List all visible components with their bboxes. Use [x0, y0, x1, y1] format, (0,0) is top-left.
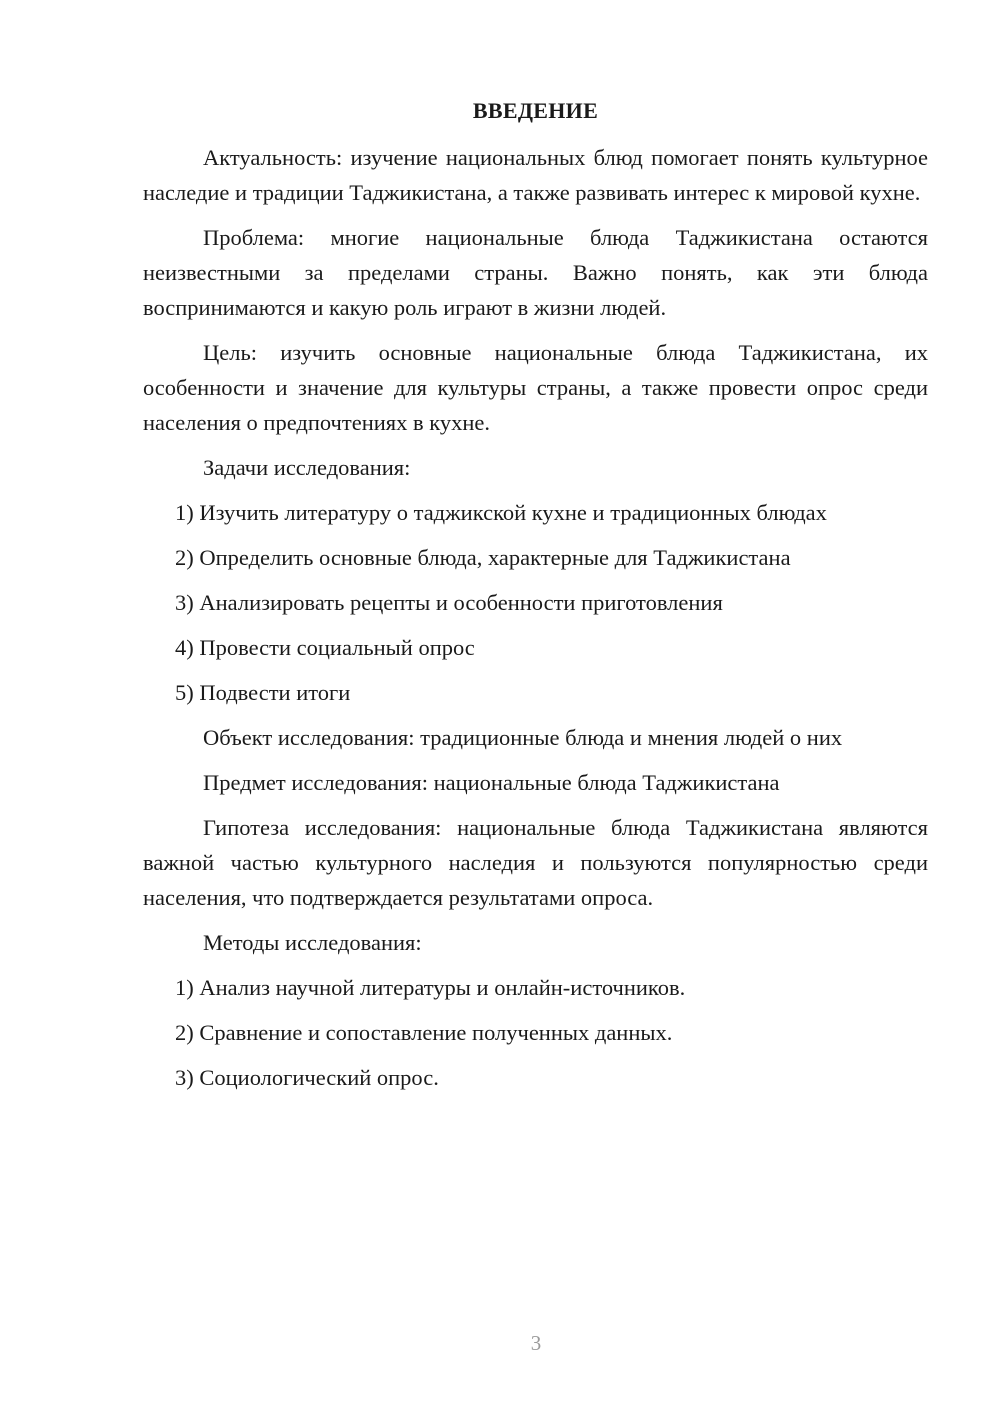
method-item: 1) Анализ научной литературы и онлайн-источников.	[175, 975, 686, 1000]
document-body	[143, 96, 928, 1105]
tasks-heading: Задачи исследования:	[203, 455, 411, 480]
method-item: 3) Социологический опрос.	[175, 1065, 439, 1090]
task-item: 2) Определить основные блюда, характерные для Таджикистана	[175, 545, 791, 570]
methods-heading: Методы исследования:	[203, 930, 422, 955]
page-number: 3	[530, 1331, 542, 1355]
goal-paragraph: Цель: изучить основные национальные блюда Таджикистана, их особенности и значение для культуры страны, а также провести опрос среди населения о предпочтениях в кухне.	[143, 340, 928, 435]
object-line: Объект исследования: традиционные блюда и мнения людей о них	[203, 725, 843, 750]
method-item: 2) Сравнение и сопоставление полученных данных.	[175, 1020, 673, 1045]
task-item: 3) Анализировать рецепты и особенности приготовления	[175, 590, 723, 615]
section-title: ВВЕДЕНИЕ	[472, 98, 599, 123]
subject-line: Предмет исследования: национальные блюда Таджикистана	[203, 770, 780, 795]
problem-paragraph: Проблема: многие национальные блюда Таджикистана остаются неизвестными за пределами страны. Важно понять, как эти блюда воспринимаются и какую роль играют в жизни людей.	[143, 225, 928, 320]
hypothesis-paragraph: Гипотеза исследования: национальные блюда Таджикистана являются важной частью культурного наследия и пользуются популярностью среди населения, что подтверждается результатами опроса.	[143, 815, 928, 910]
task-item: 4) Провести социальный опрос	[175, 635, 475, 660]
task-item: 5) Подвести итоги	[175, 680, 351, 705]
relevance-paragraph: Актуальность: изучение национальных блюд помогает понять культурное наследие и традиции Таджикистана, а также развивать интерес к мировой кухне.	[143, 145, 928, 205]
task-item: 1) Изучить литературу о таджикской кухне и традиционных блюдах	[175, 500, 827, 525]
